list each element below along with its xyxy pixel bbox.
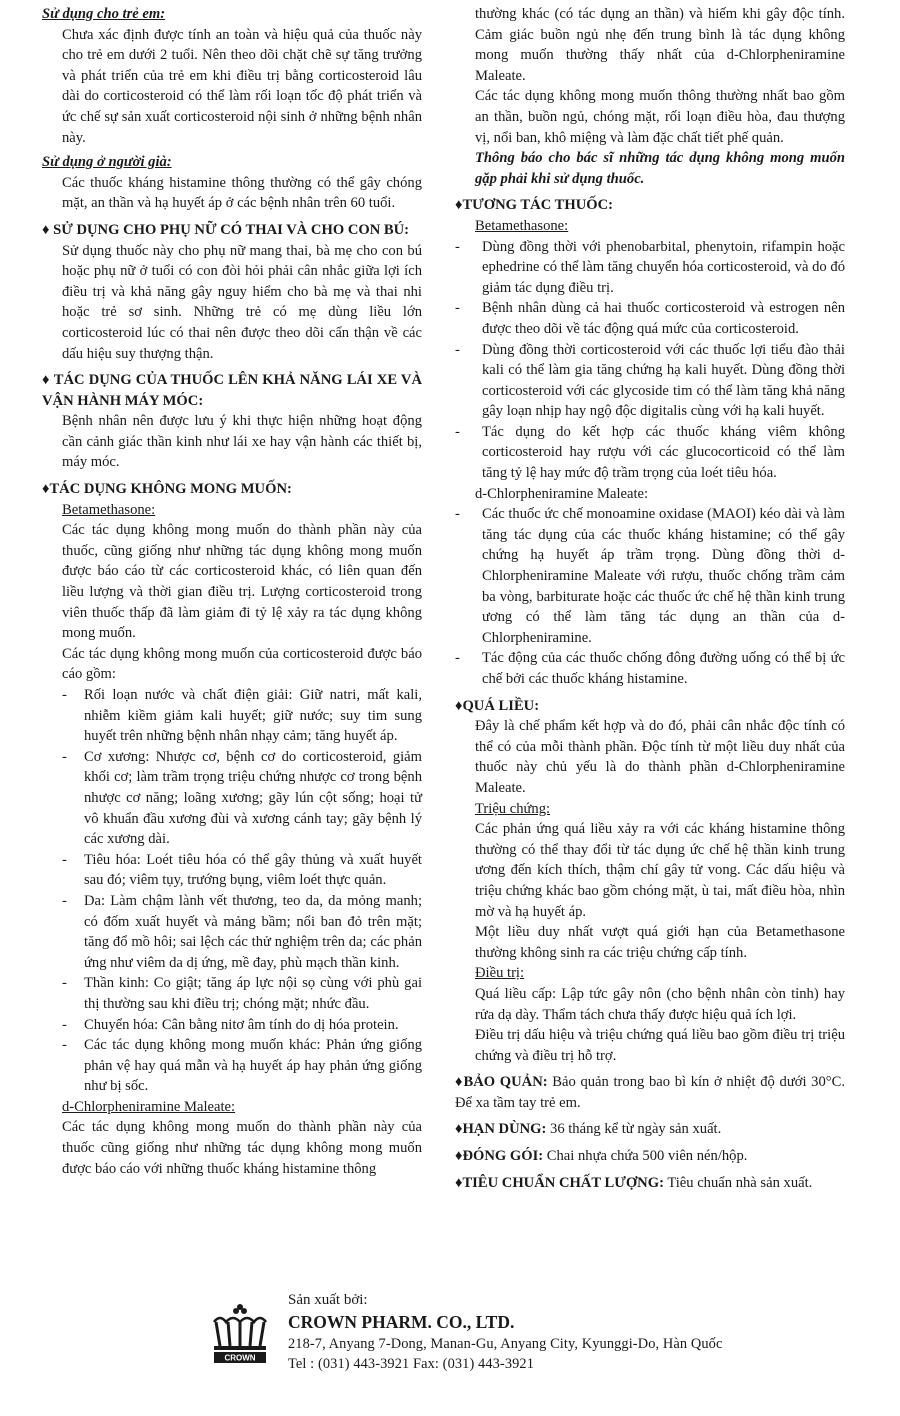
adverse-list [42,685,422,1097]
standard-line: ♦TIÊU CHUẨN CHẤT LƯỢNG: Tiêu chuẩn nhà sản xuất. [455,1174,813,1191]
pregnancy-heading: ♦ SỬ DỤNG CHO PHỤ NỮ CÓ THAI VÀ CHO CON BÚ: [42,221,410,238]
overdose-sub-treatment: Điều trị: [475,965,525,982]
overdose-paragraph: Các phản ứng quá liều xảy ra với các kháng histamine thông thường có thể thay đổi từ tác dụng ức chế hệ thần kinh trung ương đến kích thích, thậm chí gây tử vong. Các dấu hiệu và triệu chứng khác bao gồm chóng mặt, ù tai, mất điều hòa, nhìn mờ và hạ huyết áp. [475,821,845,920]
notice-text: Thông báo cho bác sĩ những tác dụng không mong muốn gặp phải khi sử dụng thuốc. [475,150,845,187]
company-name: CROWN PHARM. CO., LTD. [288,1312,515,1332]
interactions-list [455,237,845,484]
overdose-sub-symptoms: Triệu chứng: [475,800,551,817]
footer-text [288,1290,722,1374]
driving-text: Bệnh nhân nên được lưu ý khi thực hiện những hoạt động cần cảnh giác thần kinh như lái xe hay vận hành các thiết bị, máy móc. [62,413,422,471]
list-item: - Các tác dụng không mong muốn khác: Phản ứng giống phản vệ hay quá mẫn và hạ huyết áp hay phản ứng giống như bị sốc. [62,1037,422,1095]
list-item: - Tác động của các thuốc chống đông đường uống có thể bị ức chế bởi các thuốc kháng histamine. [455,650,845,687]
list-item: - Bệnh nhân dùng cả hai thuốc corticosteroid và estrogen nên được theo dõi về tác động quá mức của corticosteroid. [455,300,845,337]
list-item: - Rối loạn nước và chất điện giải: Giữ natri, mất kali, nhiễm kiềm giảm kali huyết; giữ nước; suy tim sung huyết trên những bệnh nhân nhạy cảm; tăng huyết áp. [62,687,422,745]
elderly-heading: Sử dụng ở người già: [42,154,172,171]
crown-logo-icon [208,1302,272,1364]
overdose-heading: ♦QUÁ LIỀU: [455,697,540,714]
storage-line: ♦BẢO QUẢN: Bảo quản trong bao bì kín ở nhiệt độ dưới 30°C. Để xa tầm tay trẻ em. [455,1074,845,1111]
adverse-sub-betamethasone: Betamethasone: [62,501,156,518]
list-item: - Chuyển hóa: Cân bằng nitơ âm tính do dị hóa protein. [62,1016,399,1033]
interactions-heading: ♦TƯƠNG TÁC THUỐC: [455,197,613,214]
adverse-heading: ♦TÁC DỤNG KHÔNG MONG MUỐN: [42,481,292,498]
overdose-paragraph: Điều trị dấu hiệu và triệu chứng quá liều bao gồm điều trị triệu chứng và điều trị hỗ trợ. [475,1027,845,1064]
left-column [42,4,422,1179]
list-item: - Các thuốc ức chế monoamine oxidase (MAOI) kéo dài và làm tăng tác dụng của các thuốc kháng histamine; có thể gây chứng hạ huyết áp trầm trọng. Dùng đồng thời d-Chlorpheniramine Maleate với rượu, thuốc chống trầm cảm ba vòng, barbiturate hoặc các thuốc ức chế hệ thần kinh trung ương có thể làm tăng tác dụng an thần của d-Chlorpheniramine. [455,506,845,646]
overdose-paragraph: Một liều duy nhất vượt quá giới hạn của Betamethasone thường không sinh ra các triệu chứng cấp tính. [475,924,845,961]
children-heading: Sử dụng cho trẻ em: [42,6,166,22]
adverse-continued: Các tác dụng không mong muốn thông thường nhất bao gồm an thần, buồn ngủ, chóng mặt, rối loạn điều hòa, đau thượng vị, nổi ban, khô miệng và làm đặc chất tiết phế quản. [475,88,845,146]
list-item: - Tiêu hóa: Loét tiêu hóa có thể gây thủng và xuất huyết sau đó; viêm tụy, trướng bụng, viêm loét thực quản. [62,851,422,889]
expiry-line: ♦HẠN DÙNG: 36 tháng kể từ ngày sản xuất. [455,1121,722,1138]
list-item: - Tác dụng do kết hợp các thuốc kháng viêm không corticosteroid hay rượu với các glucocorticoid có thể làm tăng tỷ lệ hay mức độ trầm trọng của loét tiêu hóa. [455,423,845,482]
company-phone: Tel : (031) 443-3921 Fax: (031) 443-3921 [288,1356,534,1372]
adverse-paragraph: Các tác dụng không mong muốn của corticosteroid được báo cáo gồm: [62,645,422,683]
list-item: - Cơ xương: Nhược cơ, bệnh cơ do corticosteroid, giảm khối cơ; làm trầm trọng triệu chứng nhược cơ trong bệnh nhược cơ năng; loãng xương; gãy lún cột sống; hoại tử vô khuẩn đầu xương đùi và xương cánh tay; gãy bệnh lý các xương dài. [62,748,422,848]
list-item: - Thần kinh: Co giật; tăng áp lực nội sọ cùng với phù gai thị thường sau khi điều trị; chóng mặt; nhức đầu. [62,975,422,1012]
overdose-paragraph: Đây là chế phẩm kết hợp và do đó, phải cân nhắc độc tính có thể có của mỗi thành phần. Độc tính từ một liều duy nhất của thuốc này chủ yếu là do thành phần d-Chlorpheniramine Maleate. [475,718,845,796]
list-item: - Dùng đồng thời với phenobarbital, phenytoin, rifampin hoặc ephedrine có thể làm tăng chuyển hóa corticosteroid, và do đó giảm tác dụng điều trị. [455,238,845,296]
adverse-continued: thường khác (có tác dụng an thần) và hiếm khi gây độc tính. Cảm giác buồn ngủ nhẹ đến trung bình là tác dụng không mong muốn thường thấy nhất của d-Chlorpheniramine Maleate. [475,6,845,84]
adverse-paragraph: Các tác dụng không mong muốn do thành phần này của thuốc, cũng giống như những tác dụng không mong muốn được báo cáo từ các corticosteroid khác, có liên quan đến liều lượng và thời gian điều trị. Lượng corticosteroid trong viên thuốc thấp đã làm giảm đi tỷ lệ xảy ra tác dụng không mong muốn. [62,522,422,642]
list-item: - Dùng đồng thời corticosteroid với các thuốc lợi tiểu đào thải kali có thể làm gia tăng chứng hạ kali huyết. Dùng đồng thời corticosteroid với các glycoside tim có thể làm tăng khả năng gây loạn nhịp hay ngộ độc digitalis cùng với hạ kali huyết. [455,341,845,420]
packing-line: ♦ĐÓNG GÓI: Chai nhựa chứa 500 viên nén/hộp. [455,1148,748,1165]
interactions-list [455,504,845,689]
company-address: 218-7, Anyang 7-Dong, Manan-Gu, Anyang City, Kyunggi-Do, Hàn Quốc [288,1336,723,1352]
interactions-sub-chlorpheniramine: d-Chlorpheniramine Maleate: [475,485,649,502]
interactions-sub-betamethasone: Betamethasone: [475,217,569,234]
overdose-paragraph: Quá liều cấp: Lập tức gây nôn (cho bệnh nhân còn tỉnh) hay rửa dạ dày. Thẩm tách chưa thấy được hiệu quả ích lợi. [475,985,845,1023]
elderly-text: Các thuốc kháng histamine thông thường có thể gây chóng mặt, an thần và hạ huyết áp ở các bệnh nhân trên 60 tuổi. [62,174,422,212]
adverse-sub-chlorpheniramine: d-Chlorpheniramine Maleate: [62,1098,236,1115]
adverse-paragraph: Các tác dụng không mong muốn do thành phần này của thuốc cũng giống như những tác dụng không mong muốn được báo cáo với những thuốc kháng histamine thông [62,1119,422,1177]
svg-text:CROWN: CROWN [224,1353,256,1363]
list-item: - Da: Làm chậm lành vết thương, teo da, da mỏng manh; có đốm xuất huyết và mảng bầm; nổi ban đỏ trên mặt; tăng đổ mồ hôi; sai lệch các thử nghiệm trên da; các phản ứng như viêm da dị ứng, mề đay, phù mạch thần kinh. [62,892,422,971]
pregnancy-text: Sử dụng thuốc này cho phụ nữ mang thai, bà mẹ cho con bú hoặc phụ nữ ở tuổi có con đòi hỏi phải cân nhắc giữa lợi ích điều trị và khả năng gây nguy hiểm cho bà mẹ và thai nhi hoặc trẻ sơ sinh. Những trẻ có mẹ dùng liều lớn corticosteroid lúc có thai nên được theo dõi cẩn thận về các dấu hiệu suy thượng thận. [62,242,422,362]
children-text: Chưa xác định được tính an toàn và hiệu quả của thuốc này cho trẻ em dưới 2 tuổi. Nên theo dõi chặt chẽ sự tăng trưởng và phát triển của trẻ em khi điều trị bằng corticosteroid lâu dài do corticosteroid có thể làm rối loạn tốc độ phát triển và ức chế sự sản xuất corticosteroid nội sinh ở những bệnh nhân này. [62,26,422,146]
driving-heading: ♦ TÁC DỤNG CỦA THUỐC LÊN KHẢ NĂNG LÁI XE VÀ VẬN HÀNH MÁY MÓC: [42,372,422,409]
right-column [455,4,845,1193]
made-by-label: Sản xuất bởi: [288,1292,368,1308]
